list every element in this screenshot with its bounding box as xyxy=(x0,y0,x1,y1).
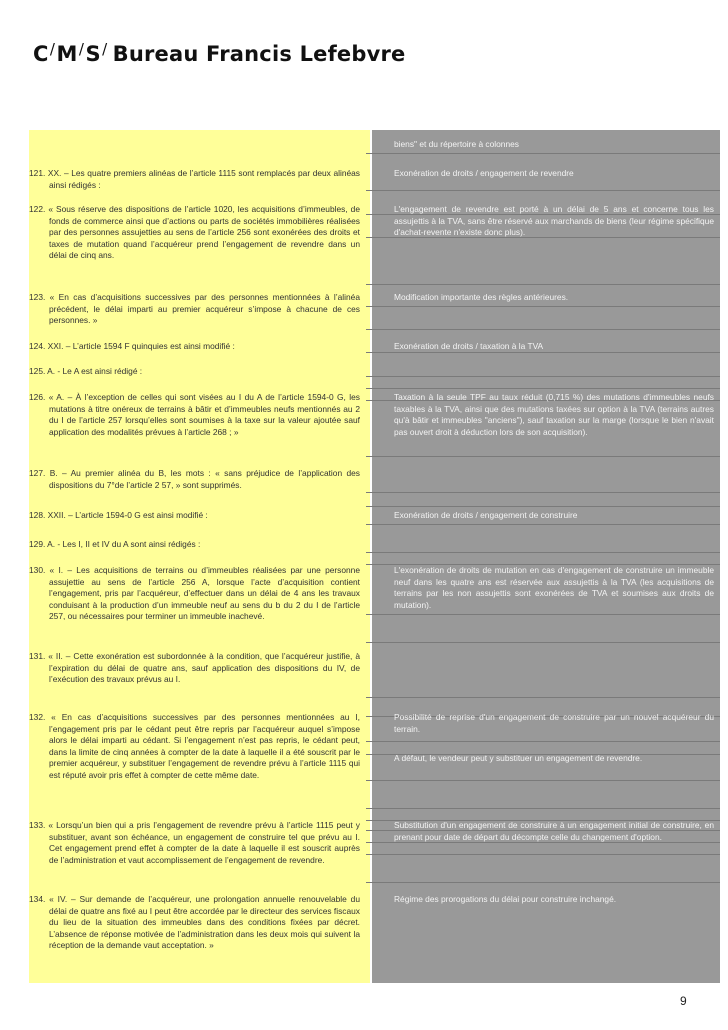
right-cell: Modification importante des règles antérieures. xyxy=(394,292,569,302)
left-cell xyxy=(29,366,360,378)
left-cell xyxy=(29,651,360,686)
left-cell xyxy=(29,292,360,327)
row-separator xyxy=(366,492,720,493)
row-separator xyxy=(366,506,720,507)
right-cell: Exonération de droits / engagement de construire xyxy=(394,510,578,520)
right-cell: Substitution d'un engagement de construire à un engagement initial de construire, en prenant pour date de départ du décompte celle du changement d'option. xyxy=(394,820,714,842)
row-separator xyxy=(366,614,720,615)
row-separator xyxy=(366,190,720,191)
left-text: 127. B. – Au premier alinéa du B, les mots : « sans préjudice de l’application des dispositions du 7°de l’article 2 57, » sont supprimés. xyxy=(29,468,360,490)
logo-cms xyxy=(33,42,109,66)
left-text: 128. XXII. – L’article 1594-0 G est ainsi modifié : xyxy=(29,510,208,520)
row-separator xyxy=(366,854,720,855)
right-fragment-top: biens" et du répertoire à colonnes xyxy=(394,139,519,149)
row-separator xyxy=(366,808,720,809)
logo-m: M xyxy=(56,42,78,66)
row-separator xyxy=(366,153,720,154)
left-cell xyxy=(29,468,360,491)
left-cell xyxy=(29,565,360,623)
left-text: 125. A. - Le A est ainsi rédigé : xyxy=(29,366,143,376)
left-cell xyxy=(29,341,360,353)
row-separator xyxy=(366,388,720,389)
row-separator xyxy=(366,780,720,781)
left-text: 126. « A. – À l’exception de celles qui sont visées au I du A de l’article 1594-0 G, les mutations à titre onéreux de terrains à bâtir et d’immeubles neufs mentionnés au 2 du I de l’article 257 lorsqu’elles sont soumises à la taxe sur la valeur ajoutée sauf application des modalités prévues à l’article 268 ; » xyxy=(29,392,360,437)
right-cell: Taxation à la seule TPF au taux réduit (0,715 %) des mutations d'immeubles neufs taxables à la TVA, ainsi que des mutations taxées sur option à la TVA (terrains autres qu'à bâtir et immeubles "anciens"), sauf taxation sur la marge (lorsque le bien n'avait pas ouvert droit à déduction lors de son acquisition). xyxy=(394,392,714,437)
right-cell: Exonération de droits / engagement de revendre xyxy=(394,168,574,178)
row-separator xyxy=(366,552,720,553)
row-separator xyxy=(366,376,720,377)
right-cell: L'engagement de revendre est porté à un délai de 5 ans et concerne tous les assujettis à la TVA, sans être réservé aux marchands de biens (leur régime spécifique d'achat-revente n'existe donc plus). xyxy=(394,204,714,238)
logo-slash-3: / xyxy=(102,40,108,58)
right-cell: Exonération de droits / taxation à la TVA xyxy=(394,341,544,351)
right-cell: Régime des prorogations du délai pour construire inchangé. xyxy=(394,894,617,904)
left-cell xyxy=(29,392,360,438)
row-separator xyxy=(366,882,720,883)
row-separator xyxy=(366,329,720,330)
left-text: 129. A. - Les I, II et IV du A sont ainsi rédigés : xyxy=(29,539,201,549)
left-text: 134. « IV. – Sur demande de l’acquéreur, une prolongation annuelle renouvelable du délai de quatre ans fixé au I peut être accordée par le directeur des services fiscaux du lieu de la situation des immeubles dans des conditions fixées par décret. L’absence de réponse motivée de l’administration dans les deux mois qui suivent la réception de la demande vaut acceptation. » xyxy=(29,894,360,951)
left-text: 133. « Lorsqu’un bien qui a pris l’engagement de revendre prévu à l’article 1115 peut y substituer, avant son échéance, un engagement de construire tel que prévu au I. Cet engagement prend effet à compter de la date à laquelle il est souscrit auprès de l’administration et vaut accomplissement de l’engagement de revendre. xyxy=(29,820,360,865)
left-text: 132. « En cas d’acquisitions successives par des personnes mentionnées au I, l’engagement pris par le cédant peut être repris par l’acquéreur auquel s’impose alors le délai imparti au cédant. Si l’engagement n’est pas repris, le cédant peut, dans la limite de cinq années à compter de la date à laquelle il a été souscrit par le premier acquéreur, y substituer l’engagement de revendre prévu à l’article 1115 qui est réputé avoir pris effet à compter de cette même date. xyxy=(29,712,360,780)
row-separator xyxy=(366,642,720,643)
left-text: 124. XXI. – L’article 1594 F quinquies est ainsi modifié : xyxy=(29,341,235,351)
right-cell-2: A défaut, le vendeur peut y substituer un engagement de revendre. xyxy=(394,753,643,763)
left-cell xyxy=(29,894,360,952)
logo-slash-1: / xyxy=(49,40,56,58)
row-separator xyxy=(366,697,720,698)
logo-slash-2: / xyxy=(78,40,85,58)
left-cell xyxy=(29,539,360,551)
logo-s: S xyxy=(85,42,102,66)
left-cell xyxy=(29,204,360,262)
logo-c: C xyxy=(33,42,49,66)
row-separator xyxy=(366,524,720,525)
left-text: 122. « Sous réserve des dispositions de l’article 1020, les acquisitions d’immeubles, de fonds de commerce ainsi que d’actions ou parts de sociétés immobilières réalisées par des personnes assujetties au sens de l’article 256 sont exonérées des droits et taxes de mutation quand l’acquéreur prend l’engagement de revendre dans un délai de cinq ans. xyxy=(29,204,360,261)
right-cell: Possibilité de reprise d'un engagement de construire par un nouvel acquéreur du terrain. xyxy=(394,712,714,734)
page-number: 9 xyxy=(680,994,687,1008)
left-text: 131. « II. – Cette exonération est subordonnée à la condition, que l’acquéreur justifie, à l’expiration du délai de quatre ans, sauf application des dispositions du IV, de l’exécution des travaux prévus au I. xyxy=(29,651,360,685)
left-text: 123. « En cas d’acquisitions successives par des personnes mentionnées à l’alinéa précédent, le délai imparti au premier acquéreur s’impose à chacune de ces personnes. » xyxy=(29,292,360,326)
left-cell xyxy=(29,168,360,191)
left-text: 130. « I. – Les acquisitions de terrains ou d’immeubles réalisées par une personne assujettie au sens de l’article 256 A, lorsque l’acte d’acquisition contient l’engagement, pris par l’acquéreur, d’effectuer dans un délai de 4 ans les travaux conduisant à la production d’un immeuble neuf au sens du b du 2 du I de l’article 257, ou nécessaires pour terminer un immeuble inachevé. xyxy=(29,565,360,622)
left-text: 121. XX. – Les quatre premiers alinéas de l’article 1115 sont remplacés par deux alinéas ainsi rédigés : xyxy=(29,168,360,190)
row-separator xyxy=(366,741,720,742)
right-column xyxy=(372,130,720,983)
row-separator xyxy=(366,284,720,285)
left-cell xyxy=(29,712,360,782)
left-cell xyxy=(29,820,360,866)
row-separator xyxy=(366,306,720,307)
logo-name: Bureau Francis Lefebvre xyxy=(112,42,406,66)
logo xyxy=(33,42,406,66)
left-cell xyxy=(29,510,360,522)
right-cell: L'exonération de droits de mutation en cas d'engagement de construire un immeuble neuf dans les quatre ans est réservée aux assujettis à la TVA (les acquisitions de terrains par les non assujettis sont exonérées de TVA et soumises aux droits de mutation). xyxy=(394,565,714,610)
row-separator xyxy=(366,456,720,457)
